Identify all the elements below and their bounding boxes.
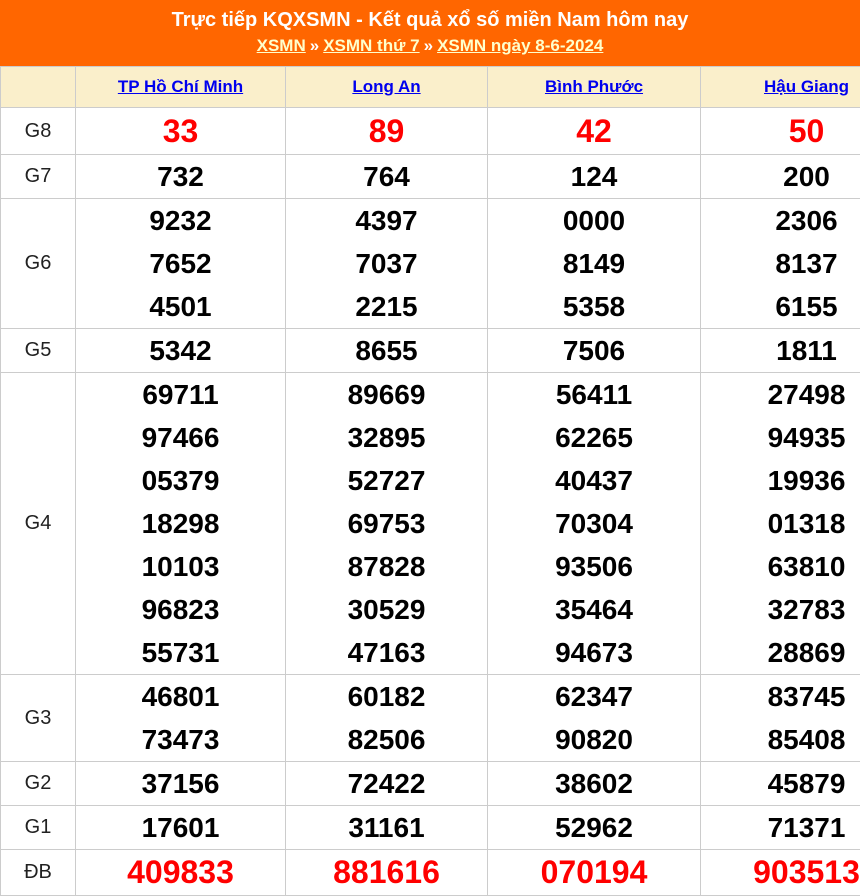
prize-label: G5 [1, 329, 76, 373]
result-number: 1811 [701, 329, 860, 372]
result-cell [76, 850, 286, 896]
result-cell [701, 762, 860, 806]
result-cell [701, 806, 860, 850]
city-link[interactable]: Bình Phước [545, 77, 643, 96]
results-table [0, 66, 860, 896]
result-number: 19936 [701, 459, 860, 502]
result-number: 30529 [286, 588, 487, 631]
result-cell [488, 155, 701, 199]
prize-label: G3 [1, 675, 76, 762]
prize-label: G4 [1, 373, 76, 675]
result-number: 87828 [286, 545, 487, 588]
city-header-row [1, 67, 860, 108]
prize-label: G2 [1, 762, 76, 806]
result-number: 85408 [701, 718, 860, 761]
result-number: 4397 [286, 199, 487, 242]
result-number: 70304 [488, 502, 700, 545]
result-number: 7652 [76, 242, 285, 285]
result-number: 124 [488, 155, 700, 198]
result-number: 40437 [488, 459, 700, 502]
prize-label: G7 [1, 155, 76, 199]
prize-row-g5 [1, 329, 860, 373]
result-number: 8655 [286, 329, 487, 372]
result-number: 97466 [76, 416, 285, 459]
results-table-wrapper [0, 66, 860, 896]
prize-label: ĐB [1, 850, 76, 896]
result-number: 732 [76, 155, 285, 198]
result-number: 89669 [286, 373, 487, 416]
result-number: 0000 [488, 199, 700, 242]
city-column-header [286, 67, 488, 108]
result-number: 37156 [76, 762, 285, 805]
breadcrumb-link-xsmn-weekday[interactable]: XSMN thứ 7 [323, 36, 419, 55]
breadcrumb-separator: » [306, 36, 323, 55]
result-number: 01318 [701, 502, 860, 545]
result-number: 32783 [701, 588, 860, 631]
result-cell [488, 850, 701, 896]
breadcrumb-separator: » [420, 36, 437, 55]
result-number: 62265 [488, 416, 700, 459]
prize-row-db [1, 850, 860, 896]
result-cell [701, 108, 860, 155]
result-number: 55731 [76, 631, 285, 674]
page-header [0, 0, 860, 66]
result-cell [701, 373, 860, 675]
result-number: 46801 [76, 675, 285, 718]
result-cell [286, 108, 488, 155]
result-number: 56411 [488, 373, 700, 416]
result-number: 52727 [286, 459, 487, 502]
result-number: 33 [76, 108, 285, 154]
result-number: 28869 [701, 631, 860, 674]
result-cell [488, 675, 701, 762]
result-number: 7506 [488, 329, 700, 372]
result-number: 42 [488, 108, 700, 154]
city-column-header [76, 67, 286, 108]
result-number: 5342 [76, 329, 285, 372]
prize-row-g1 [1, 806, 860, 850]
result-cell [286, 762, 488, 806]
result-number: 94673 [488, 631, 700, 674]
result-cell [286, 329, 488, 373]
result-number: 73473 [76, 718, 285, 761]
result-cell [286, 155, 488, 199]
corner-cell [1, 67, 76, 108]
result-cell [76, 762, 286, 806]
result-number: 4501 [76, 285, 285, 328]
prize-row-g4 [1, 373, 860, 675]
result-cell [701, 329, 860, 373]
result-number: 5358 [488, 285, 700, 328]
result-number: 38602 [488, 762, 700, 805]
result-number: 8149 [488, 242, 700, 285]
prize-label: G8 [1, 108, 76, 155]
result-number: 63810 [701, 545, 860, 588]
result-number: 070194 [488, 850, 700, 895]
result-number: 90820 [488, 718, 700, 761]
result-cell [286, 806, 488, 850]
result-cell [76, 108, 286, 155]
city-link[interactable]: Hậu Giang [764, 77, 849, 96]
prize-row-g6 [1, 199, 860, 329]
result-number: 27498 [701, 373, 860, 416]
result-number: 05379 [76, 459, 285, 502]
result-number: 45879 [701, 762, 860, 805]
city-column-header [488, 67, 701, 108]
result-cell [701, 199, 860, 329]
result-number: 52962 [488, 806, 700, 849]
result-number: 2306 [701, 199, 860, 242]
result-number: 94935 [701, 416, 860, 459]
result-number: 72422 [286, 762, 487, 805]
result-number: 9232 [76, 199, 285, 242]
result-number: 60182 [286, 675, 487, 718]
result-number: 17601 [76, 806, 285, 849]
result-number: 409833 [76, 850, 285, 895]
result-cell [488, 373, 701, 675]
result-number: 96823 [76, 588, 285, 631]
breadcrumb-link-xsmn[interactable]: XSMN [257, 36, 306, 55]
result-number: 71371 [701, 806, 860, 849]
city-link[interactable]: TP Hồ Chí Minh [118, 77, 243, 96]
result-cell [701, 155, 860, 199]
result-number: 50 [701, 108, 860, 154]
prize-label: G1 [1, 806, 76, 850]
prize-label: G6 [1, 199, 76, 329]
result-cell [701, 675, 860, 762]
result-number: 89 [286, 108, 487, 154]
result-number: 881616 [286, 850, 487, 895]
result-number: 7037 [286, 242, 487, 285]
result-number: 82506 [286, 718, 487, 761]
result-number: 83745 [701, 675, 860, 718]
result-number: 10103 [76, 545, 285, 588]
result-number: 47163 [286, 631, 487, 674]
result-number: 18298 [76, 502, 285, 545]
result-cell [488, 806, 701, 850]
result-number: 69711 [76, 373, 285, 416]
result-number: 903513 [701, 850, 860, 895]
result-cell [76, 373, 286, 675]
result-number: 200 [701, 155, 860, 198]
result-cell [76, 675, 286, 762]
result-cell [76, 329, 286, 373]
city-link[interactable]: Long An [352, 77, 420, 96]
result-number: 62347 [488, 675, 700, 718]
result-cell [488, 108, 701, 155]
result-cell [76, 806, 286, 850]
result-number: 93506 [488, 545, 700, 588]
prize-row-g3 [1, 675, 860, 762]
result-number: 6155 [701, 285, 860, 328]
result-cell [488, 199, 701, 329]
result-number: 2215 [286, 285, 487, 328]
result-number: 31161 [286, 806, 487, 849]
result-cell [286, 675, 488, 762]
breadcrumb [0, 35, 860, 57]
page-title: Trực tiếp KQXSMN - Kết quả xổ số miền Nam hôm nay [0, 7, 860, 33]
breadcrumb-link-xsmn-date[interactable]: XSMN ngày 8-6-2024 [437, 36, 603, 55]
result-cell [488, 329, 701, 373]
result-number: 35464 [488, 588, 700, 631]
result-number: 764 [286, 155, 487, 198]
result-number: 8137 [701, 242, 860, 285]
result-cell [76, 199, 286, 329]
result-cell [286, 373, 488, 675]
result-cell [76, 155, 286, 199]
result-cell [286, 850, 488, 896]
result-number: 69753 [286, 502, 487, 545]
prize-row-g8 [1, 108, 860, 155]
result-number: 32895 [286, 416, 487, 459]
result-cell [286, 199, 488, 329]
result-cell [701, 850, 860, 896]
result-cell [488, 762, 701, 806]
city-column-header [701, 67, 860, 108]
prize-row-g2 [1, 762, 860, 806]
prize-row-g7 [1, 155, 860, 199]
